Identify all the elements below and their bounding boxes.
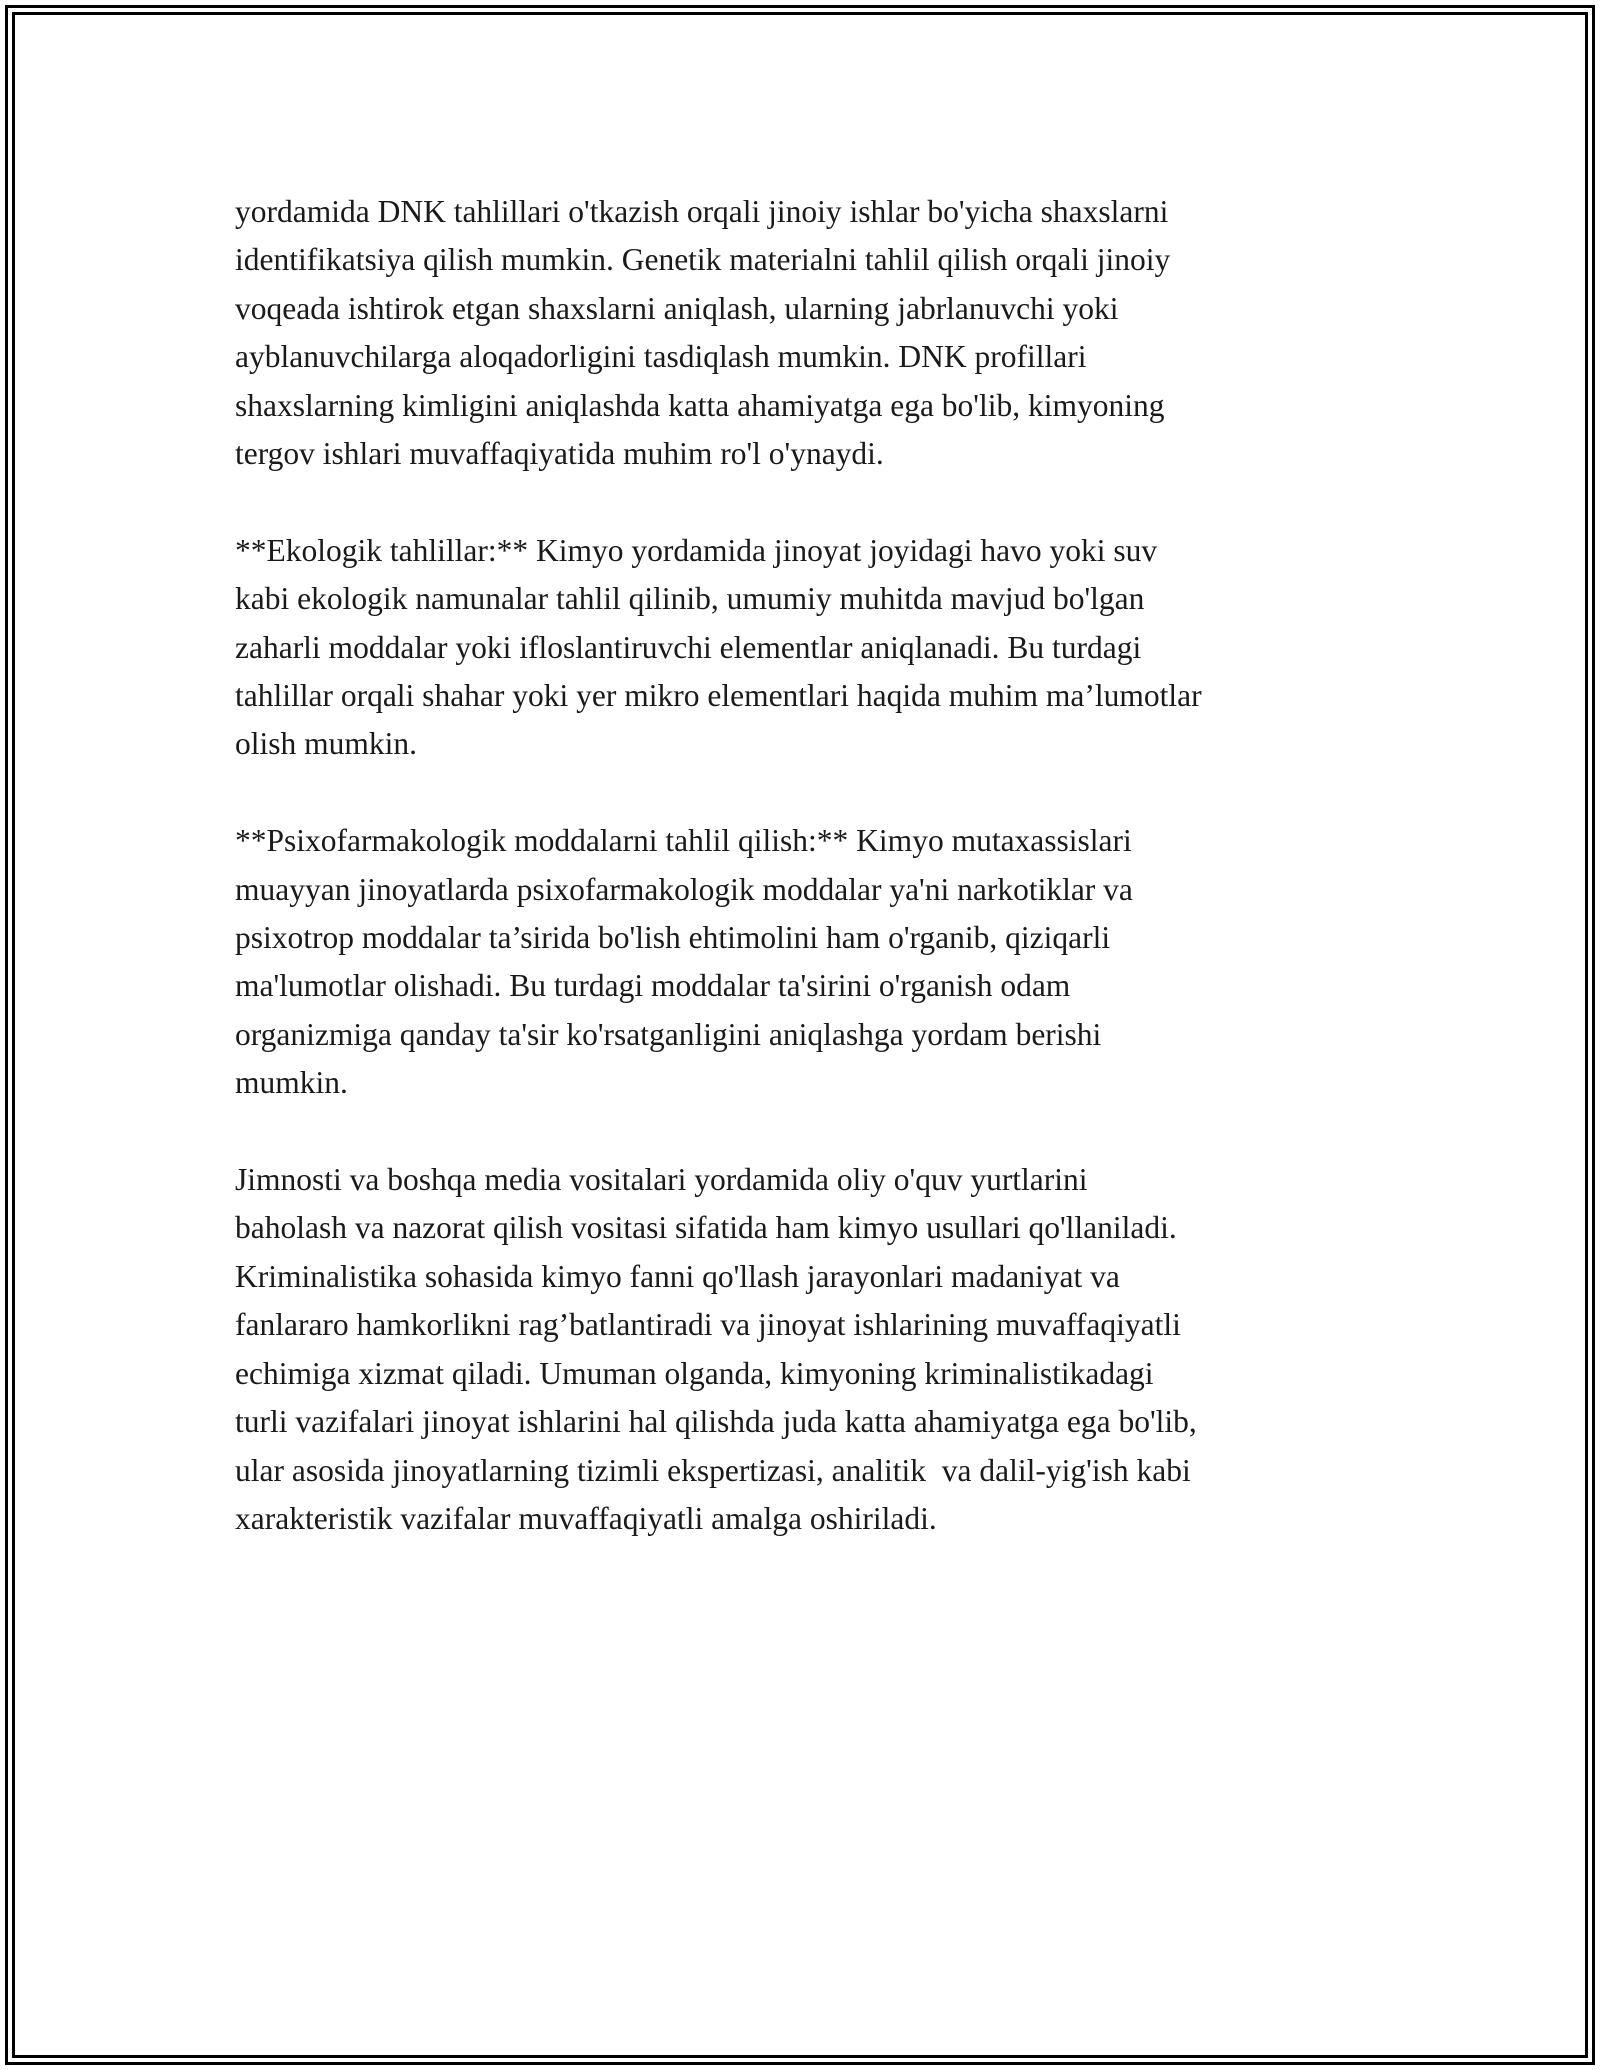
text-line: turli vazifalari jinoyat ishlarini hal qilishda juda katta ahamiyatga ega bo'lib, — [235, 1404, 1197, 1440]
text-line: ma'lumotlar olishadi. Bu turdagi moddalar ta'sirini o'rganish odam — [235, 968, 1071, 1004]
text-line: shaxslarning kimligini aniqlashda katta ahamiyatga ega bo'lib, kimyoning — [235, 387, 1165, 423]
text-line: olish mumkin. — [235, 726, 418, 762]
text-line: Jimnosti va boshqa media vositalari yordamida oliy o'quv yurtlarini — [235, 1162, 1088, 1198]
text-line: identifikatsiya qilish mumkin. Genetik materialni tahlil qilish orqali jinoiy — [235, 242, 1171, 278]
document-body — [235, 188, 1375, 1543]
text-line: baholash va nazorat qilish vositasi sifatida ham kimyo usullari qo'llaniladi. — [235, 1210, 1177, 1246]
text-line: psixotrop moddalar ta’sirida bo'lish ehtimolini ham o'rganib, qiziqarli — [235, 920, 1111, 956]
text-line: tahlillar orqali shahar yoki yer mikro elementlari haqida muhim ma’lumotlar — [235, 678, 1202, 714]
text-line: xarakteristik vazifalar muvaffaqiyatli amalga oshiriladi. — [235, 1500, 937, 1536]
text-line: zaharli moddalar yoki ifloslantiruvchi elementlar aniqlanadi. Bu turdagi — [235, 629, 1142, 665]
text-line: tergov ishlari muvaffaqiyatida muhim ro'l o'ynaydi. — [235, 436, 884, 472]
text-line: kabi ekologik namunalar tahlil qilinib, umumiy muhitda mavjud bo'lgan — [235, 581, 1145, 617]
paragraph-conclusion — [235, 1156, 1375, 1543]
paragraph-ecological-analysis — [235, 527, 1375, 769]
text-line: voqeada ishtirok etgan shaxslarni aniqlash, ularning jabrlanuvchi yoki — [235, 290, 1119, 326]
text-line: fanlararo hamkorlikni rag’batlantiradi va jinoyat ishlarining muvaffaqiyatli — [235, 1307, 1181, 1343]
text-line: Kriminalistika sohasida kimyo fanni qo'llash jarayonlari madaniyat va — [235, 1258, 1120, 1294]
paragraph-dnk-analysis — [235, 188, 1375, 478]
text-line: ayblanuvchilarga aloqadorligini tasdiqlash mumkin. DNK profillari — [235, 339, 1087, 375]
text-line: mumkin. — [235, 1065, 348, 1101]
text-line: ular asosida jinoyatlarning tizimli ekspertizasi, analitik va dalil-yig'ish kabi — [235, 1452, 1191, 1488]
text-line: yordamida DNK tahlillari o'tkazish orqali jinoiy ishlar bo'yicha shaxslarni — [235, 194, 1169, 229]
text-line: organizmiga qanday ta'sir ko'rsatganligini aniqlashga yordam berishi — [235, 1016, 1102, 1052]
text-line: echimiga xizmat qiladi. Umuman olganda, kimyoning kriminalistikadagi — [235, 1355, 1154, 1391]
paragraph-psychopharmacological-analysis — [235, 817, 1375, 1107]
text-line: muayyan jinoyatlarda psixofarmakologik moddalar ya'ni narkotiklar va — [235, 871, 1133, 907]
text-line: **Psixofarmakologik moddalarni tahlil qilish:** Kimyo mutaxassislari — [235, 823, 1132, 859]
text-line: **Ekologik tahlillar:** Kimyo yordamida jinoyat joyidagi havo yoki suv — [235, 532, 1158, 568]
